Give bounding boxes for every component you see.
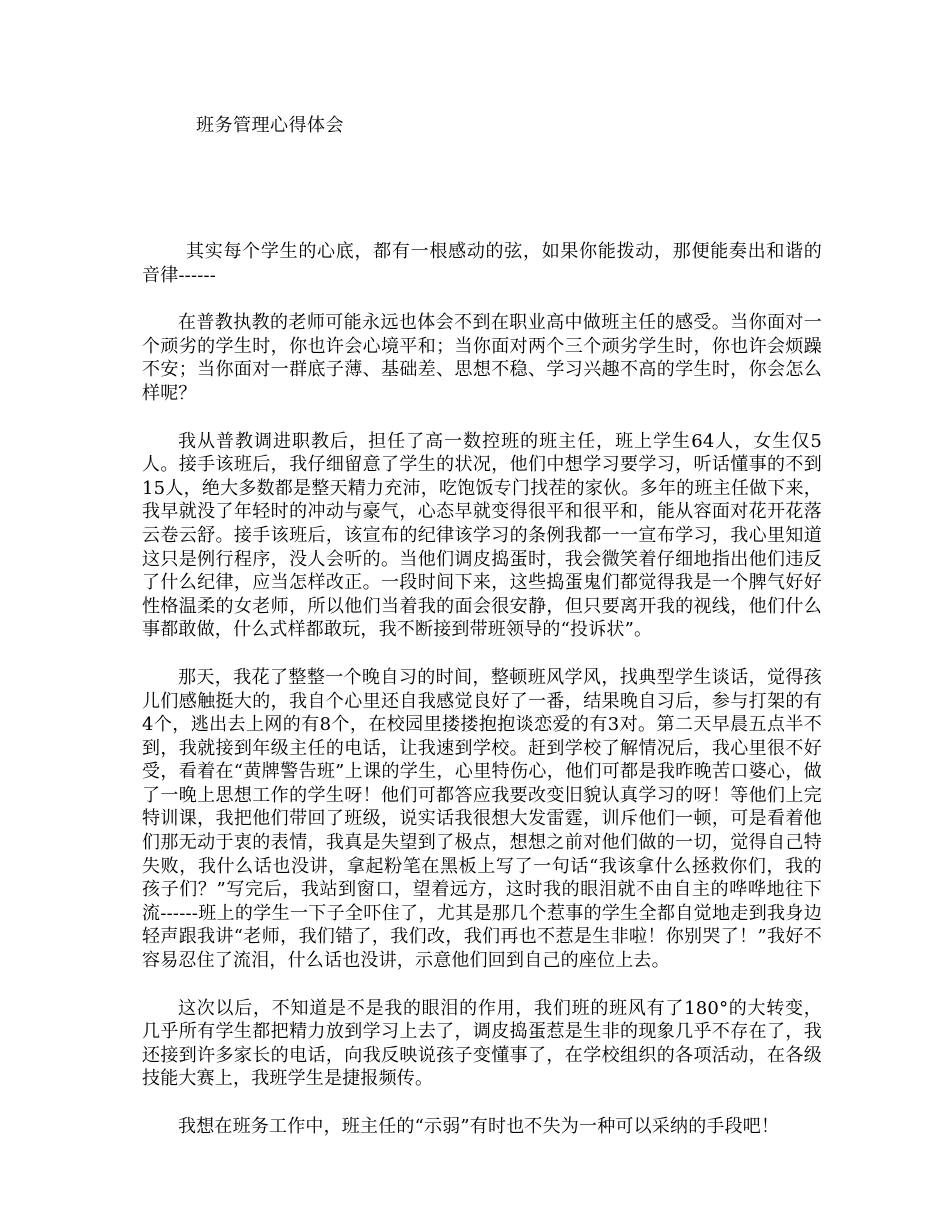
paragraph-3: 我从普教调进职教后，担任了高一数控班的班主任，班上学生64人，女生仅5人。接手该班后，我仔细留意了学生的状况，他们中想学习要学习，听话懂事的不到15人，绝大多数都是整天精力充沛，吃饱饭专门找茬的家伙。多年的班主任做下来，我早就没了年轻时的冲动与豪气，心态早就变得很平和很平和，能从容面对花开花落云卷云舒。接手该班后，该宣布的纪律该学习的条例我都一一宣布学习，我心里知道这只是例行程序，没人会听的。当他们调皮捣蛋时，我会微笑着仔细地指出他们违反了什么纪律，应当怎样改正。一段时间下来，这些捣蛋鬼们都觉得我是一个脾气好好性格温柔的女老师，所以他们当着我的面会很安静，但只要离开我的视线，他们什么事都敢做，什么式样都敢玩，我不断接到带班领导的“投诉状”。 xyxy=(142,430,822,641)
document-body xyxy=(142,240,822,1163)
paragraph-4: 那天，我花了整整一个晚自习的时间，整顿班风学风，找典型学生谈话，觉得孩儿们感触挺大的，我自个心里还自我感觉良好了一番，结果晚自习后，参与打架的有4个，逃出去上网的有8个，在校园里搂搂抱抱谈恋爱的有3对。第二天早晨五点半不到，我就接到年级主任的电话，让我速到学校。赶到学校了解情况后，我心里很不好受，看着在“黄牌警告班”上课的学生，心里特伤心，他们可都是我昨晚苦口婆心，做了一晚上思想工作的学生呀！他们可都答应我要改变旧貌认真学习的呀！等他们上完特训课，我把他们带回了班级，说实话我很想大发雷霆，训斥他们一顿，可是看着他们那无动于衷的表情，我真是失望到了极点，想想之前对他们做的一切，觉得自己特失败，我什么话也没讲，拿起粉笔在黑板上写了一句话“我该拿什么拯救你们，我的孩子们？”写完后，我站到窗口，望着远方，这时我的眼泪就不由自主的哗哗地往下流------班上的学生一下子全吓住了，尤其是那几个惹事的学生全都自觉地走到我身边轻声跟我讲“老师，我们错了，我们改，我们再也不惹是生非啦！你别哭了！”我好不容易忍住了流泪，什么话也没讲，示意他们回到自己的座位上去。 xyxy=(142,666,822,972)
paragraph-2: 在普教执教的老师可能永远也体会不到在职业高中做班主任的感受。当你面对一个顽劣的学生时，你也许会心境平和；当你面对两个三个顽劣学生时，你也许会烦躁不安；当你面对一群底子薄、基础差、思想不稳、学习兴趣不高的学生时，你会怎么样呢？ xyxy=(142,312,822,404)
document-title: 班务管理心得体会 xyxy=(196,115,344,136)
paragraph-6: 我想在班务工作中，班主任的“示弱”有时也不失为一种可以采纳的手段吧！ xyxy=(178,1116,780,1137)
paragraph-intro: 其实每个学生的心底，都有一根感动的弦，如果你能拨动，那便能奏出和谐的音律------ xyxy=(142,241,822,286)
paragraph-5: 这次以后，不知道是不是我的眼泪的作用，我们班的班风有了180°的大转变，几乎所有学生都把精力放到学习上去了，调皮捣蛋惹是生非的现象几乎不存在了，我还接到许多家长的电话，向我反映说孩子变懂事了，在学校组织的各项活动，在各级技能大赛上，我班学生是捷报频传。 xyxy=(142,997,822,1090)
